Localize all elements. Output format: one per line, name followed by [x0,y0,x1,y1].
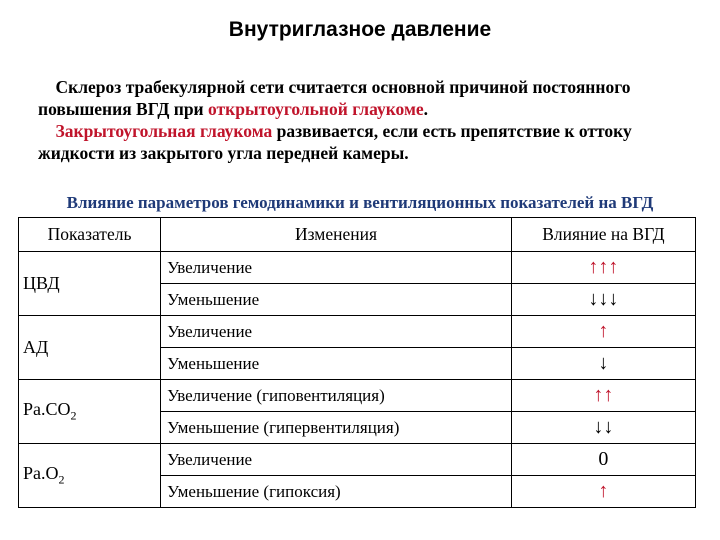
intro-p1-end: . [423,99,429,119]
page-title: Внутриглазное давление [228,18,492,41]
intro-paragraph-1 [38,76,698,120]
parameter-name: Pa.CO [23,399,71,420]
parameter-cell [19,252,161,316]
header-iop-effect: Влияние на ВГД [511,218,695,252]
change-cell: Уменьшение [161,348,512,380]
change-cell: Увеличение [161,444,512,476]
no-effect-value: 0 [511,444,695,476]
parameter-name: Pa.O [23,463,59,484]
increase-arrow-icon: ↑↑ [511,380,695,412]
intro-paragraph-2 [38,120,698,164]
change-cell: Увеличение (гиповентиляция) [161,380,512,412]
parameter-subscript: 2 [70,408,77,423]
decrease-arrow-icon: ↓↓↓ [511,284,695,316]
change-cell: Уменьшение (гипервентиляция) [161,412,512,444]
intro-p1-text: Склероз трабекулярной сети считается основной причиной постоянного повышения ВГД при [38,77,631,119]
change-cell: Уменьшение [161,284,512,316]
table-row [19,252,696,284]
change-cell: Увеличение [161,252,512,284]
change-cell: Уменьшение (гипоксия) [161,476,512,508]
parameter-cell [19,380,161,444]
header-parameter: Показатель [19,218,161,252]
parameter-name: АД [23,337,49,357]
iop-factors-table [18,217,696,508]
parameter-name: ЦВД [23,273,60,293]
intro-text [38,76,698,164]
parameter-subscript: 2 [58,472,65,487]
increase-arrow-icon: ↑ [511,316,695,348]
intro-p2-text: развивается, если есть препятствие к оттоку жидкости из закрытого угла передней камеры. [38,121,632,163]
table-header-row [19,218,696,252]
closed-angle-glaucoma-term: Закрытоугольная глаукома [55,121,273,141]
table-row [19,380,696,412]
table-row [19,444,696,476]
table-body [19,252,696,508]
increase-arrow-icon: ↑↑↑ [511,252,695,284]
increase-arrow-icon: ↑ [511,476,695,508]
parameter-cell [19,444,161,508]
decrease-arrow-icon: ↓↓ [511,412,695,444]
table-caption: Влияние параметров гемодинамики и вентиляционных показателей на ВГД [66,193,654,212]
decrease-arrow-icon: ↓ [511,348,695,380]
table-row [19,316,696,348]
parameter-cell [19,316,161,380]
open-angle-glaucoma-term: открытоугольной глаукоме [208,99,424,119]
header-changes: Изменения [161,218,512,252]
change-cell: Увеличение [161,316,512,348]
